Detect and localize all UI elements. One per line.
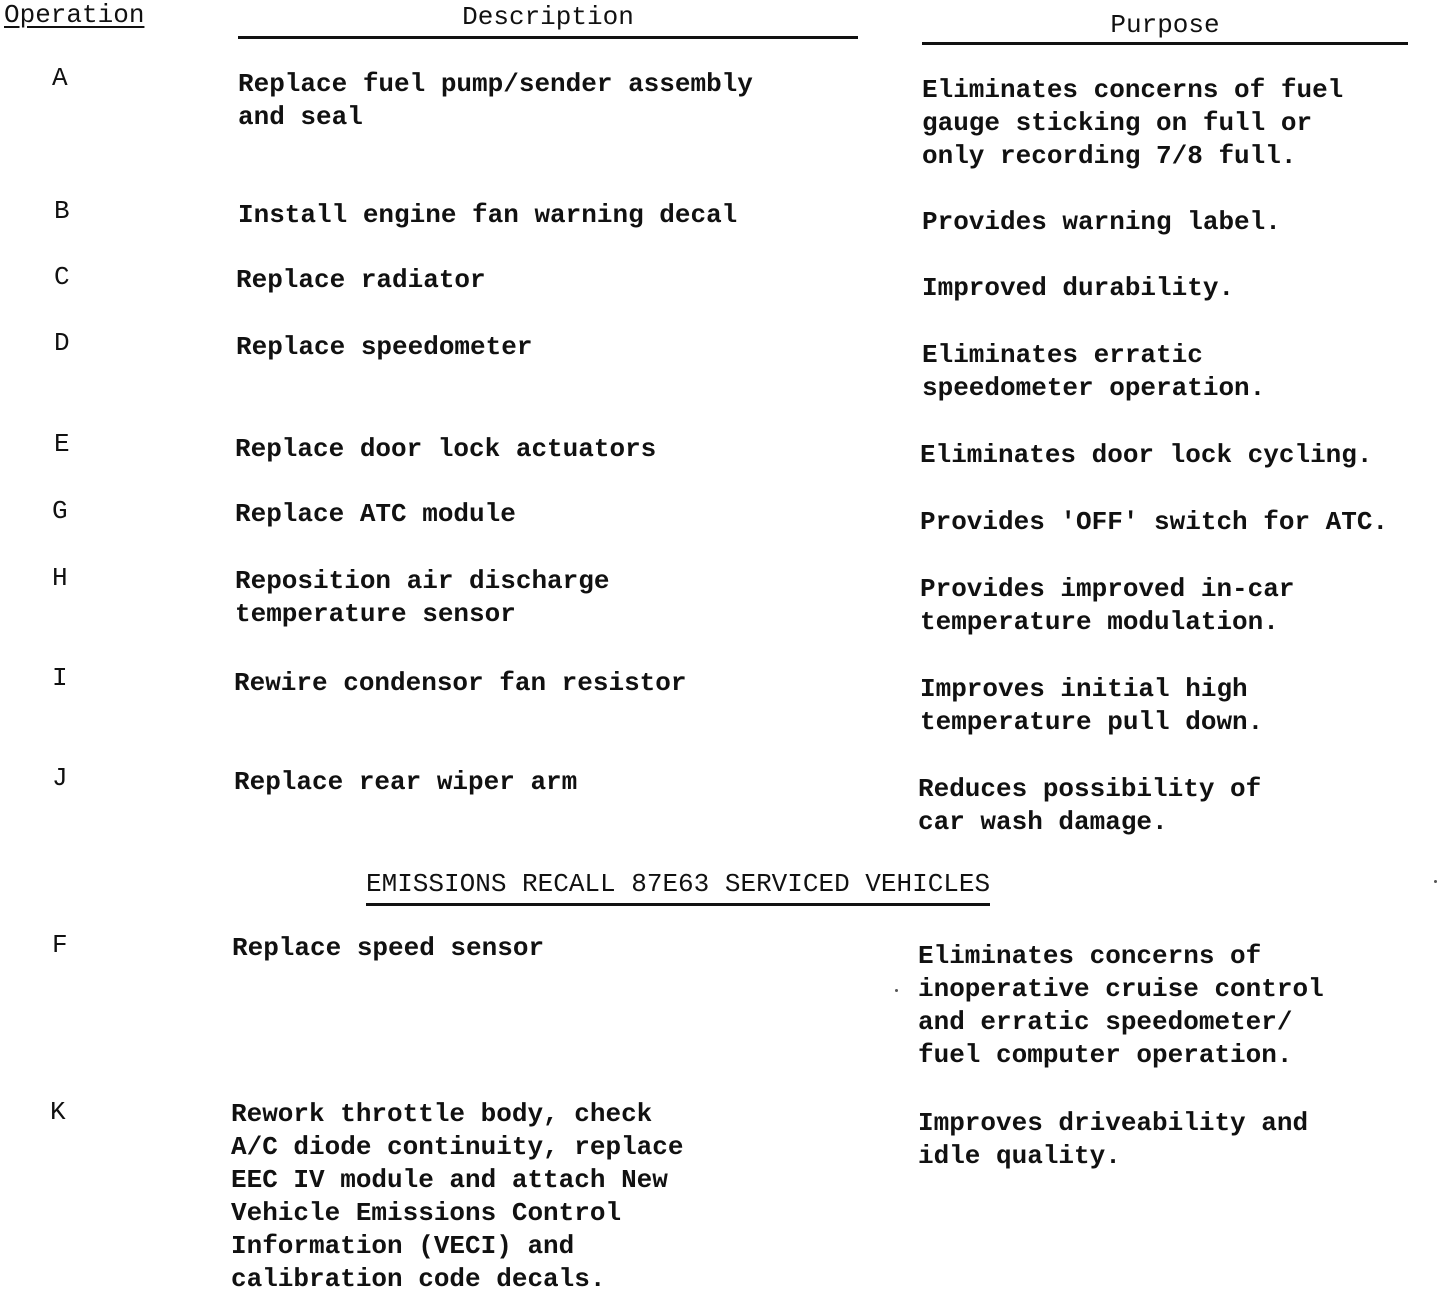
purpose-cell: Improves initial high temperature pull down. (920, 674, 1264, 737)
description-cell: Rework throttle body, check A/C diode continuity, replace EEC IV module and attach New Vehicle Emissions Control Information (VECI) and calibration code decals. (231, 1099, 684, 1294)
description-cell: Replace rear wiper arm (234, 767, 578, 797)
section-title: EMISSIONS RECALL 87E63 SERVICED VEHICLES (366, 868, 990, 906)
description-cell: Reposition air discharge temperature sensor (235, 566, 610, 629)
description-cell: Replace radiator (236, 265, 486, 295)
description-cell: Replace speed sensor (232, 933, 545, 963)
purpose-header: Purpose (922, 10, 1408, 45)
scan-speck (1434, 880, 1437, 883)
description-cell: Replace door lock actuators (235, 434, 657, 464)
description-cell: Install engine fan warning decal (238, 200, 738, 230)
description-cell: Replace speedometer (236, 332, 533, 362)
operation-code: C (54, 262, 70, 292)
operation-header: Operation (4, 0, 145, 30)
purpose-cell: Provides warning label. (922, 207, 1281, 237)
scan-speck (895, 989, 898, 992)
purpose-cell: Eliminates erratic speedometer operation. (922, 340, 1266, 403)
operation-code: G (52, 496, 68, 526)
description-header: Description (238, 2, 858, 39)
operation-code: B (54, 196, 70, 226)
operation-code: D (54, 328, 70, 358)
purpose-cell: Eliminates concerns of inoperative cruise control and erratic speedometer/ fuel computer operation. (918, 941, 1324, 1070)
purpose-cell: Improves driveability and idle quality. (918, 1108, 1309, 1171)
purpose-cell: Provides improved in-car temperature modulation. (920, 574, 1295, 637)
purpose-cell: Provides 'OFF' switch for ATC. (920, 507, 1389, 537)
description-cell: Replace fuel pump/sender assembly and seal (238, 69, 753, 132)
operation-code: F (52, 930, 68, 960)
operation-code: E (54, 429, 70, 459)
operation-code: H (52, 563, 68, 593)
purpose-cell: Eliminates door lock cycling. (920, 440, 1373, 470)
purpose-cell: Reduces possibility of car wash damage. (918, 774, 1262, 837)
purpose-cell: Improved durability. (922, 273, 1235, 303)
description-cell: Rewire condensor fan resistor (234, 668, 687, 698)
operation-code: I (52, 663, 68, 693)
description-cell: Replace ATC module (235, 499, 516, 529)
purpose-cell: Eliminates concerns of fuel gauge sticking on full or only recording 7/8 full. (922, 75, 1344, 171)
operation-code: A (52, 63, 68, 93)
operation-code: K (50, 1097, 66, 1127)
operation-code: J (52, 763, 68, 793)
